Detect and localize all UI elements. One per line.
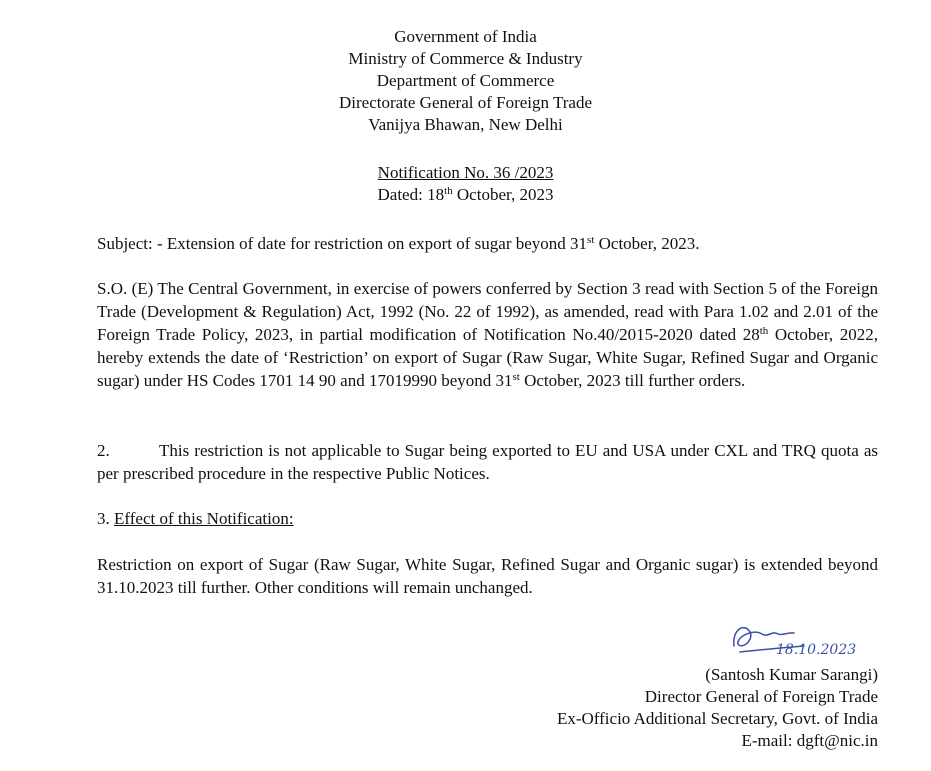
subject-line — [97, 232, 878, 255]
so-part2: October, 2022, hereby extends the date of ‘Restriction’ on export of Sugar (Raw Sugar, White Sugar, Refined Sugar and Organic sugar) under HS Codes 1701 14 90 and 17019990 beyond 31 — [97, 325, 878, 390]
date-suffix: October, 2023 — [452, 185, 554, 204]
subject-sup: st — [587, 234, 595, 246]
signatory-name: (Santosh Kumar Sarangi) — [705, 665, 878, 684]
paragraph-3-number: 3. — [97, 509, 114, 528]
header-department: Department of Commerce — [376, 71, 555, 90]
so-part1: S.O. (E) The Central Government, in exercise of powers conferred by Section 3 read with Section 5 of the Foreign Trade (Development & Regulation) Act, 1992 (No. 22 of 1992), as amended, read with Para 1.02 and 2.01 of the Foreign Trade Policy, 2023, in partial modification of Notification No.40/2015-2020 dated 28 — [97, 279, 878, 344]
header-directorate: Directorate General of Foreign Trade — [338, 93, 593, 112]
paragraph-3-heading — [97, 507, 878, 530]
header-ministry: Ministry of Commerce & Industry — [348, 49, 583, 68]
signature-date: 18.10.2023 — [776, 642, 857, 658]
handwritten-signature — [728, 616, 868, 662]
subject-suffix: October, 2023. — [594, 234, 700, 253]
date-sup: th — [444, 185, 453, 197]
effect-paragraph: Restriction on export of Sugar (Raw Sugar, White Sugar, Refined Sugar and Organic sugar) is extended beyond 31.10.2023 till further. Other conditions will remain unchanged. — [97, 555, 878, 597]
paragraph-2-text: This restriction is not applicable to Sugar being exported to EU and USA under CXL and TRQ quota as per prescribed procedure in the respective Public Notices. — [97, 441, 878, 483]
signatory-title: Director General of Foreign Trade — [644, 687, 878, 706]
so-sup2: st — [512, 371, 520, 383]
notification-number: Notification No. 36 /2023 — [377, 163, 554, 182]
so-paragraph — [97, 277, 878, 392]
so-sup1: th — [759, 325, 769, 337]
header-address: Vanijya Bhawan, New Delhi — [368, 115, 563, 134]
date-prefix: Dated: 18 — [377, 185, 445, 204]
signatory-email: E-mail: dgft@nic.in — [741, 731, 878, 750]
paragraph-2-number: 2. — [97, 441, 110, 460]
subject-text: Subject: - Extension of date for restriction on export of sugar beyond 31 — [97, 234, 588, 253]
signature-block — [557, 664, 878, 752]
letterhead — [0, 26, 931, 136]
effect-heading: Effect of this Notification: — [114, 509, 294, 528]
signatory-additional-title: Ex-Officio Additional Secretary, Govt. of India — [556, 709, 878, 728]
notification-heading — [0, 162, 931, 206]
paragraph-2 — [97, 439, 878, 485]
notification-date — [0, 184, 931, 206]
so-part3: October, 2023 till further orders. — [519, 371, 746, 390]
header-government: Government of India — [394, 27, 537, 46]
